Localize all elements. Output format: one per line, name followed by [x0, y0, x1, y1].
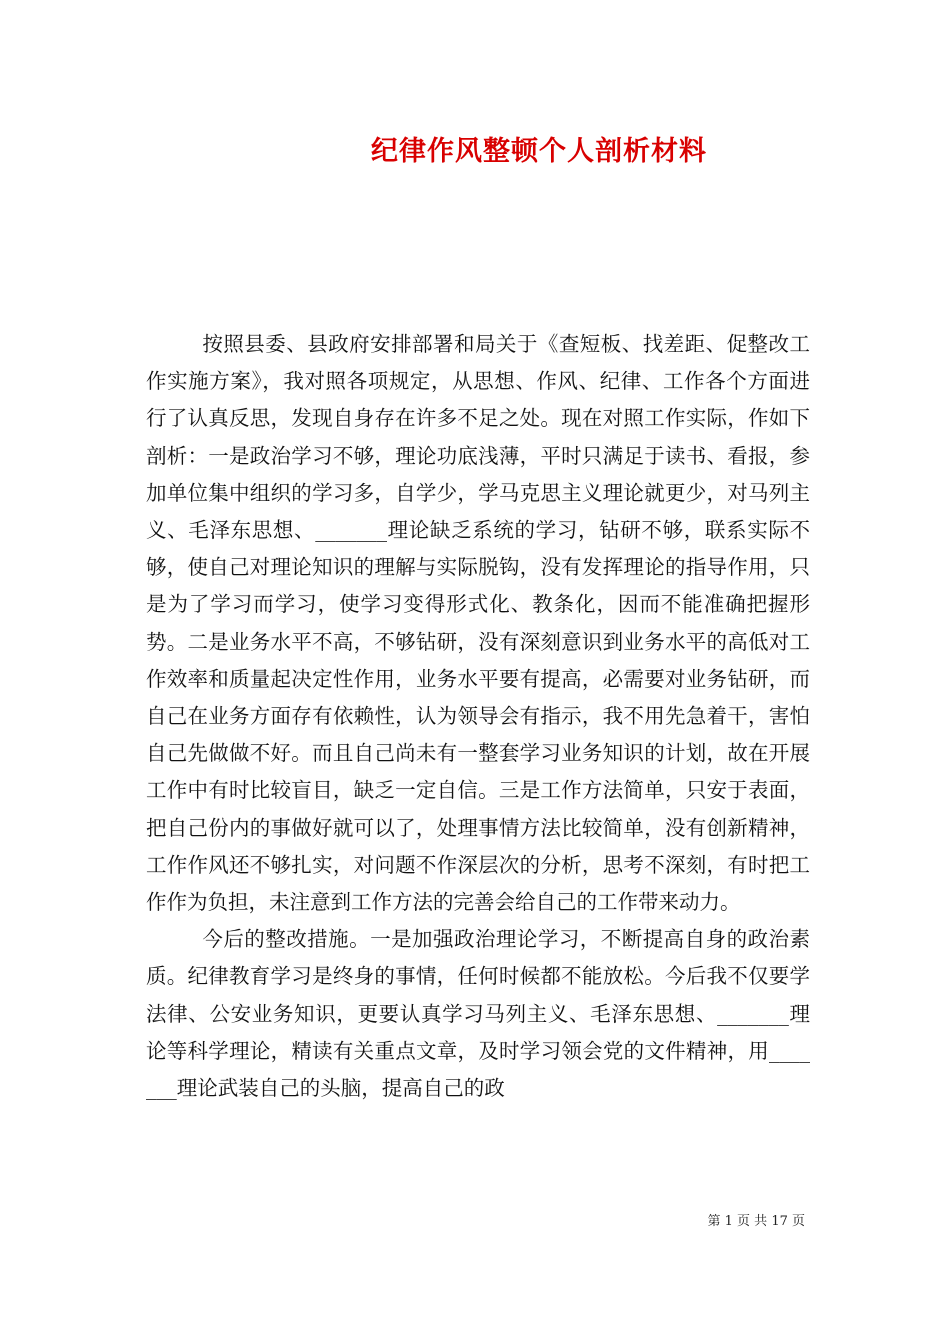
page-number: 第 1 页 共 17 页: [707, 1214, 805, 1229]
document-title: 纪律作风整顿个人剖析材料: [371, 136, 707, 167]
document-body: [146, 326, 810, 1107]
paragraph-rectification: 今后的整改措施。一是加强政治理论学习，不断提高自身的政治素质。纪律教育学习是终身的事情，任何时候都不能放松。今后我不仅要学法律、公安业务知识，更要认真学习马列主义、毛泽东思想、_______理论等科学理论，精读有关重点文章，及时学习领会党的文件精神，用_______理论武装自己的头脑，提高自己的政: [146, 927, 810, 1101]
paragraph-analysis: 按照县委、县政府安排部署和局关于《查短板、找差距、促整改工作实施方案》，我对照各项规定，从思想、作风、纪律、工作各个方面进行了认真反思，发现自身存在许多不足之处。现在对照工作实际，作如下剖析：一是政治学习不够，理论功底浅薄，平时只满足于读书、看报，参加单位集中组织的学习多，自学少，学马克思主义理论就更少，对马列主义、毛泽东思想、_______理论缺乏系统的学习，钻研不够，联系实际不够，使自己对理论知识的理解与实际脱钩，没有发挥理论的指导作用，只是为了学习而学习，使学习变得形式化、教条化，因而不能准确把握形势。二是业务水平不高，不够钻研，没有深刻意识到业务水平的高低对工作效率和质量起决定性作用，业务水平要有提高，必需要对业务钻研，而自己在业务方面存有依赖性，认为领导会有指示，我不用先急着干，害怕自己先做做不好。而且自己尚未有一整套学习业务知识的计划，故在开展工作中有时比较盲目，缺乏一定自信。三是工作方法简单，只安于表面，把自己份内的事做好就可以了，处理事情方法比较简单，没有创新精神，工作作风还不够扎实，对问题不作深层次的分析，思考不深刻，有时把工作作为负担，未注意到工作方法的完善会给自己的工作带来动力。: [146, 332, 810, 915]
